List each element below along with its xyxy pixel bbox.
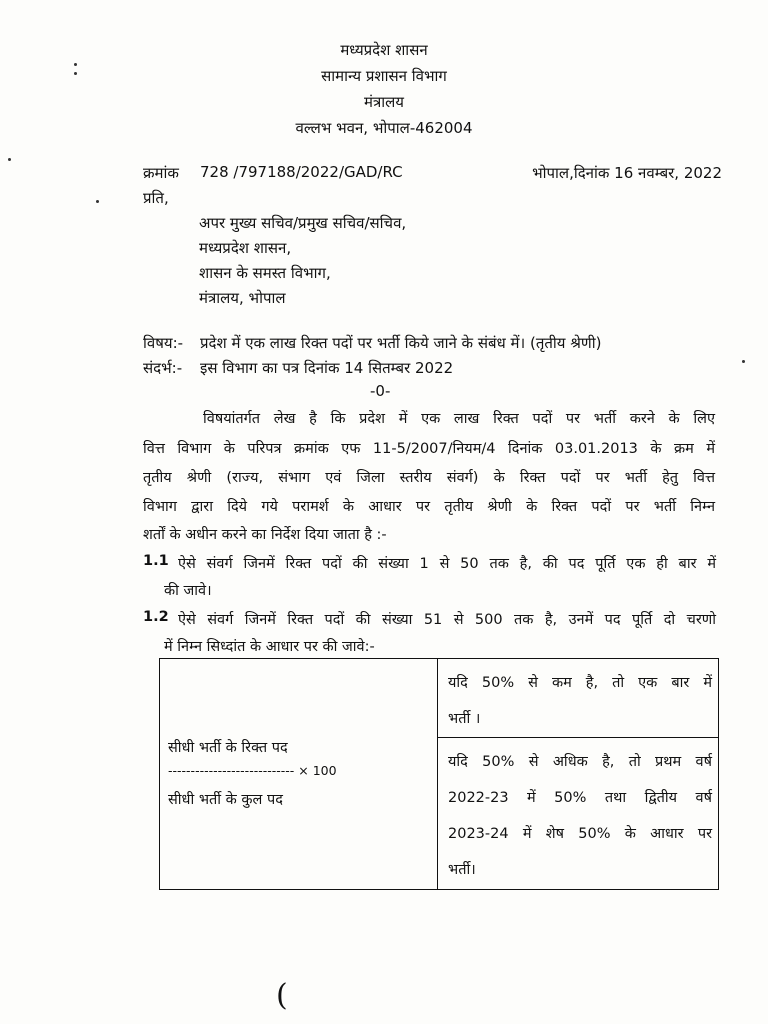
condition-text: भर्ती । (448, 711, 481, 727)
scan-speck (96, 200, 99, 203)
body-line: शर्तों के अधीन करने का निर्देश दिया जाता है :- (143, 527, 387, 543)
reference-text: इस विभाग का पत्र दिनांक 14 सितम्बर 2022 (200, 359, 454, 377)
reference-label: संदर्भ:- (143, 359, 183, 377)
formula-denominator: सीधी भर्ती के कुल पद (168, 792, 283, 808)
condition-cell-below-50 (438, 659, 719, 738)
recipient-to: प्रति, (143, 189, 169, 207)
body-line: विभाग द्वारा दिये गये परामर्श के आधार पर तृतीय श्रेणी के रिक्त पदों पर भर्ती निम्न (143, 499, 715, 515)
header-department: सामान्य प्रशासन विभाग (321, 67, 447, 85)
table-row (160, 659, 719, 738)
header-government: मध्यप्रदेश शासन (340, 41, 428, 59)
recipient-line: अपर मुख्य सचिव/प्रमुख सचिव/सचिव, (199, 214, 407, 232)
subject-label: विषय:- (143, 334, 184, 352)
condition-text: 2023-24 में शेष 50% के आधार पर (448, 826, 712, 842)
recruitment-condition-table (159, 658, 719, 890)
footer-bracket-mark: ( (276, 978, 288, 1013)
point-text: की जावे। (164, 583, 212, 599)
point-text: में निम्न सिध्दांत के आधार पर की जावे:- (164, 639, 375, 655)
subject-text: प्रदेश में एक लाख रिक्त पदों पर भर्ती किये जाने के संबंध में। (तृतीय श्रेणी) (200, 334, 602, 352)
formula-numerator: सीधी भर्ती के रिक्त पद (168, 740, 288, 756)
separator: -0- (370, 382, 391, 400)
scan-speck (8, 158, 11, 161)
body-line: वित्त विभाग के परिपत्र क्रमांक एफ 11-5/2007/नियम/4 दिनांक 03.01.2013 के क्रम में (143, 441, 715, 457)
condition-cell-above-50 (438, 738, 719, 890)
order-number-label: क्रमांक (143, 164, 179, 182)
condition-text: 2022-23 में 50% तथा द्वितीय वर्ष (448, 790, 712, 806)
condition-text: यदि 50% से कम है, तो एक बार में (448, 675, 712, 691)
scan-speck (742, 360, 745, 363)
point-number: 1.1 (143, 553, 169, 569)
order-number: 728 /797188/2022/GAD/RC (200, 163, 403, 181)
formula-cell (160, 659, 438, 890)
recipient-line: शासन के समस्त विभाग, (199, 264, 331, 282)
recipient-line: मध्यप्रदेश शासन, (199, 239, 292, 257)
condition-text: भर्ती। (448, 862, 476, 878)
header-address: वल्लभ भवन, भोपाल-462004 (295, 119, 473, 137)
scan-speck (74, 63, 77, 66)
body-line: विषयांतर्गत लेख है कि प्रदेश में एक लाख रिक्त पदों पर भर्ती करने के लिए (203, 411, 715, 427)
scan-speck (74, 72, 77, 75)
formula-divider: ---------------------------- × 100 (168, 763, 337, 778)
recipient-line: मंत्रालय, भोपाल (199, 289, 286, 307)
body-line: तृतीय श्रेणी (राज्य, संभाग एवं जिला स्तरीय संवर्ग) के रिक्त पदों पर भर्ती हेतु वित्त (143, 470, 715, 486)
place-date: भोपाल,दिनांक 16 नवम्बर, 2022 (532, 164, 722, 182)
header-ministry: मंत्रालय (363, 93, 404, 111)
point-number: 1.2 (143, 609, 169, 625)
point-text: ऐसे संवर्ग जिनमें रिक्त पदों की संख्या 1 से 50 तक है, की पद पूर्ति एक ही बार में (178, 556, 716, 572)
point-text: ऐसे संवर्ग जिनमें रिक्त पदों की संख्या 51 से 500 तक है, उनमें पद पूर्ति दो चरणो (178, 612, 716, 628)
condition-text: यदि 50% से अधिक है, तो प्रथम वर्ष (448, 754, 712, 770)
